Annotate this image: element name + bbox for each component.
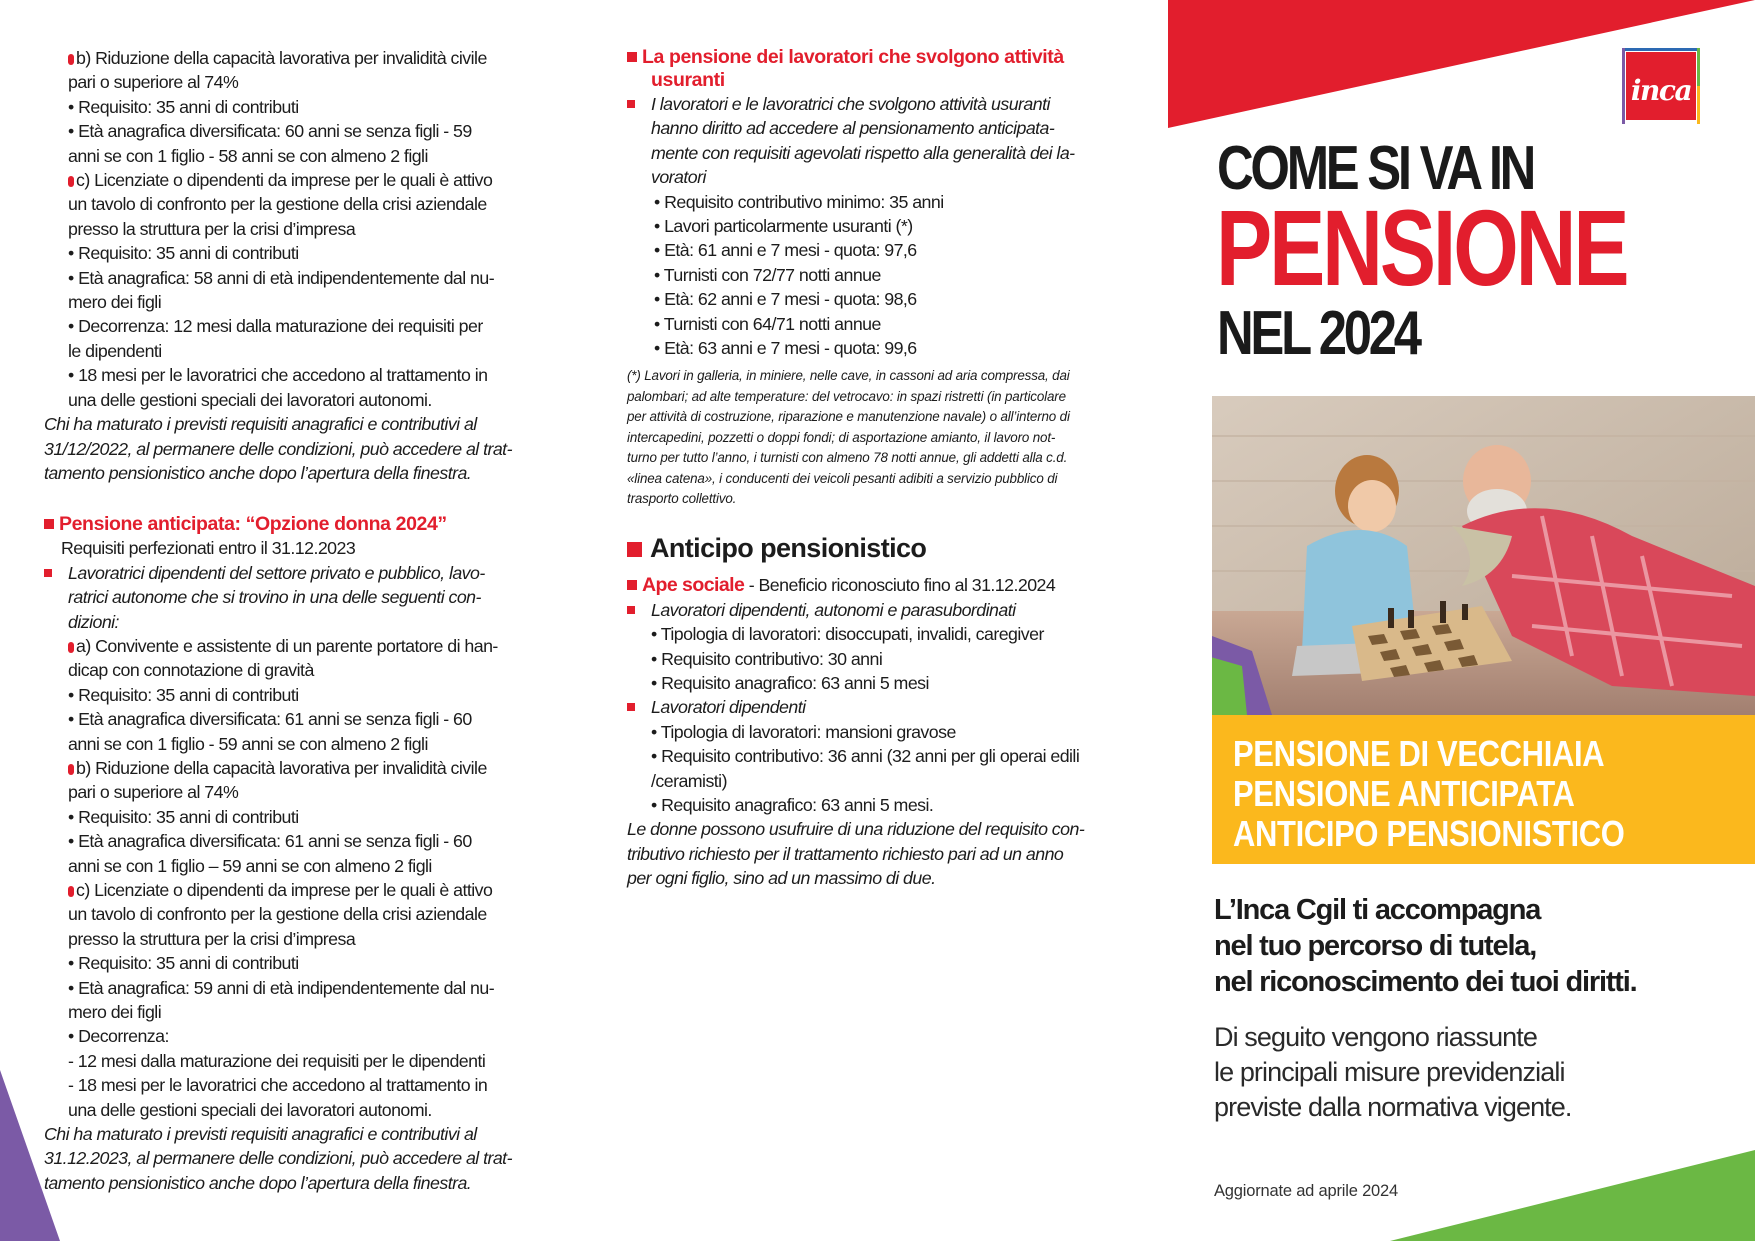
sub-line: Di seguito vengono riassunte	[1214, 1022, 1538, 1052]
bullet-icon	[68, 764, 74, 775]
section-title-line: usuranti	[651, 69, 725, 91]
age-line: • Età anagrafica diversificata: 61 anni se senza figli - 60	[68, 709, 472, 730]
logo-text: inca	[1630, 74, 1692, 107]
cover-photo	[1212, 396, 1755, 715]
list-item: • Tipologia di lavoratori: mansioni gravose	[651, 721, 956, 742]
footnote-line: palombari; ad alte temperature: del vetrocavo: in spazi ristretti (in particolare	[627, 388, 1066, 404]
text-line: anni se con 1 figlio - 59 anni se con almeno 2 figli	[68, 733, 428, 754]
text-line: mero dei figli	[68, 1002, 162, 1023]
cover-title-main: PENSIONE	[1216, 187, 1627, 308]
text-line: anni se con 1 figlio – 59 anni se con almeno 2 figli	[68, 855, 432, 876]
condition-b2-line: b) Riduzione della capacità lavorativa per invalidità civile	[44, 756, 544, 780]
text-line: un tavolo di confronto per la gestione della crisi aziendale	[68, 904, 487, 925]
intro-line: voratori	[651, 167, 706, 188]
section-title-anticipo: Anticipo pensionistico	[627, 531, 1127, 565]
list-item: • Requisito contributivo: 30 anni	[651, 648, 883, 669]
intro-line: dizioni:	[68, 611, 119, 632]
note-line: tributivo richiesto per il trattamento richiesto pari ad un anno	[627, 843, 1064, 864]
condition-b-line: b) Riduzione della capacità lavorativa per invalidità civile	[44, 46, 544, 70]
square-bullet-icon	[627, 580, 637, 590]
note-line: 31/12/2022, al permanere delle condizioni, può accedere al trat-	[44, 438, 512, 459]
bullet-icon	[68, 886, 74, 897]
list-item: • Età: 61 anni e 7 mesi - quota: 97,6	[654, 240, 917, 261]
requirement-line: • Requisito: 35 anni di contributi	[68, 806, 299, 827]
topics-box	[1212, 715, 1755, 864]
sub-text	[1214, 1020, 1734, 1125]
square-bullet-icon	[627, 703, 635, 711]
section-title-opzione-donna: Pensione anticipata: “Opzione donna 2024”	[44, 513, 544, 536]
list-item: • Requisito anagrafico: 63 anni 5 mesi	[651, 672, 929, 693]
lead-text	[1214, 892, 1734, 1000]
footnote-line: (*) Lavori in galleria, in miniere, nelle cave, in cassoni ad aria compressa, dai	[627, 368, 1070, 384]
topic-line: PENSIONE ANTICIPATA	[1233, 773, 1575, 814]
list-item: • Requisito contributivo minimo: 35 anni	[654, 191, 944, 212]
requirement-line: • Requisito: 35 anni di contributi	[68, 684, 299, 705]
section-subtitle: Requisiti perfezionati entro il 31.12.2023	[61, 538, 356, 559]
text-line: • 18 mesi per le lavoratrici che accedono al trattamento in	[68, 365, 488, 386]
square-bullet-icon	[44, 569, 52, 577]
age-line: • Età anagrafica diversificata: 60 anni se senza figli - 59	[68, 121, 472, 142]
age-line: • Età anagrafica: 59 anni di età indipendentemente dal nu-	[68, 977, 495, 998]
square-bullet-icon	[627, 100, 635, 108]
text-line: le dipendenti	[68, 340, 162, 361]
bullet-icon	[68, 54, 74, 65]
intro-line: I lavoratori e le lavoratrici che svolgono attività usuranti	[627, 92, 1127, 116]
right-green-wedge	[1390, 1150, 1755, 1241]
cover-title-bottom: NEL 2024	[1217, 299, 1419, 368]
note-line: Le donne possono usufruire di una riduzione del requisito con-	[627, 819, 1085, 840]
square-bullet-icon	[627, 542, 642, 557]
text-line: una delle gestioni speciali dei lavoratori autonomi.	[68, 389, 432, 410]
text-line: anni se con 1 figlio - 58 anni se con almeno 2 figli	[68, 145, 428, 166]
note-line: Chi ha maturato i previsti requisiti anagrafici e contributivi al	[44, 1124, 477, 1145]
text-line: pari o superiore al 74%	[68, 782, 239, 803]
intro-line: mente con requisiti agevolati rispetto alla generalità dei la-	[651, 142, 1075, 163]
age-line: • Età anagrafica diversificata: 61 anni se senza figli - 60	[68, 831, 472, 852]
text-line: - 18 mesi per le lavoratrici che accedono al trattamento in	[68, 1075, 488, 1096]
intro-line: Lavoratrici dipendenti del settore privato e pubblico, lavo-	[44, 561, 544, 585]
decorrenza-line: • Decorrenza:	[68, 1026, 169, 1047]
sub-line: previste dalla normativa vigente.	[1214, 1092, 1572, 1122]
text-line: mero dei figli	[68, 292, 162, 313]
text-line: presso la struttura per la crisi d’impresa	[68, 218, 356, 239]
requirement-line: • Requisito: 35 anni di contributi	[68, 96, 299, 117]
decorrenza-line: • Decorrenza: 12 mesi dalla maturazione dei requisiti per	[68, 316, 483, 337]
text-line: - 12 mesi dalla maturazione dei requisiti per le dipendenti	[68, 1050, 486, 1071]
footnote-line: trasporto collettivo.	[627, 490, 737, 506]
note-line: Chi ha maturato i previsti requisiti anagrafici e contributivi al	[44, 414, 477, 435]
text-line: un tavolo di confronto per la gestione della crisi aziendale	[68, 194, 487, 215]
topic-line: PENSIONE DI VECCHIAIA	[1233, 733, 1605, 774]
intro-line: hanno diritto ad accedere al pensionamento anticipata-	[651, 118, 1055, 139]
square-bullet-icon	[44, 519, 54, 529]
lead-line: nel riconoscimento dei tuoi diritti.	[1214, 966, 1637, 998]
group-title: Lavoratori dipendenti	[627, 695, 1127, 719]
updated-date: Aggiornate ad aprile 2024	[1214, 1182, 1398, 1200]
square-bullet-icon	[627, 52, 637, 62]
column-opzione-donna	[44, 46, 544, 1195]
topic-line: ANTICIPO PENSIONISTICO	[1233, 813, 1625, 854]
note-line: 31.12.2023, al permanere delle condizioni, può accedere al trat-	[44, 1148, 512, 1169]
inca-logo	[1622, 48, 1700, 124]
list-item: • Turnisti con 64/71 notti annue	[654, 313, 881, 334]
requirement-line: • Requisito: 35 anni di contributi	[68, 953, 299, 974]
list-item: • Tipologia di lavoratori: disoccupati, invalidi, caregiver	[651, 624, 1044, 645]
lead-line: L’Inca Cgil ti accompagna	[1214, 894, 1541, 926]
bullet-icon	[68, 176, 74, 187]
ape-sociale-title: Ape sociale - Beneficio riconosciuto fino al 31.12.2024	[627, 573, 1127, 597]
note-line: tamento pensionistico anche dopo l’apertura della finestra.	[44, 1172, 472, 1193]
text-line: una delle gestioni speciali dei lavoratori autonomi.	[68, 1099, 432, 1120]
list-item: /ceramisti)	[651, 770, 727, 791]
sub-line: le principali misure previdenziali	[1214, 1057, 1565, 1087]
list-item: • Requisito contributivo: 36 anni (32 anni per gli operai edili	[651, 746, 1080, 767]
text-line: dicap con connotazione di gravità	[68, 660, 314, 681]
list-item: • Lavori particolarmente usuranti (*)	[654, 216, 913, 237]
footnote-line: intercapedini, pozzetti o doppi fondi; di asportazione amianto, il lavoro not-	[627, 429, 1056, 445]
age-line: • Età anagrafica: 58 anni di età indipendentemente dal nu-	[68, 267, 495, 288]
note-line: per ogni figlio, sino ad un massimo di due.	[627, 868, 936, 889]
list-item: • Età: 63 anni e 7 mesi - quota: 99,6	[654, 338, 917, 359]
intro-line: ratrici autonome che si trovino in una delle seguenti con-	[68, 587, 481, 608]
footnote-line: turno per tutto l’anno, i turnisti con almeno 78 notti annue, gli addetti alla c.d.	[627, 450, 1068, 466]
section-title-usuranti: La pensione dei lavoratori che svolgono attività	[627, 46, 1127, 69]
cover-title-top: COME SI VA IN	[1217, 134, 1534, 203]
column-usuranti-ape	[627, 46, 1127, 891]
list-item: • Requisito anagrafico: 63 anni 5 mesi.	[651, 794, 934, 815]
footnote-line: per attività di costruzione, riparazione e manutenzione navale) o all’interno di	[627, 409, 1070, 425]
list-item: • Turnisti con 72/77 notti annue	[654, 264, 881, 285]
condition-a-line: a) Convivente e assistente di un parente portatore di han-	[44, 634, 544, 658]
list-item: • Età: 62 anni e 7 mesi - quota: 98,6	[654, 289, 917, 310]
requirement-line: • Requisito: 35 anni di contributi	[68, 243, 299, 264]
footnote-line: «linea catena», i conducenti dei veicoli pesanti adibiti a servizio pubblico di	[627, 470, 1058, 486]
footnote	[627, 366, 1127, 509]
condition-c-line: c) Licenziate o dipendenti da imprese per le quali è attivo	[44, 168, 544, 192]
note-line: tamento pensionistico anche dopo l’apertura della finestra.	[44, 462, 472, 483]
square-bullet-icon	[627, 606, 635, 614]
bullet-icon	[68, 642, 74, 653]
text-line: presso la struttura per la crisi d’impresa	[68, 928, 356, 949]
lead-line: nel tuo percorso di tutela,	[1214, 930, 1537, 962]
condition-c2-line: c) Licenziate o dipendenti da imprese per le quali è attivo	[44, 878, 544, 902]
text-line: pari o superiore al 74%	[68, 72, 239, 93]
group-title: Lavoratori dipendenti, autonomi e parasubordinati	[627, 598, 1127, 622]
